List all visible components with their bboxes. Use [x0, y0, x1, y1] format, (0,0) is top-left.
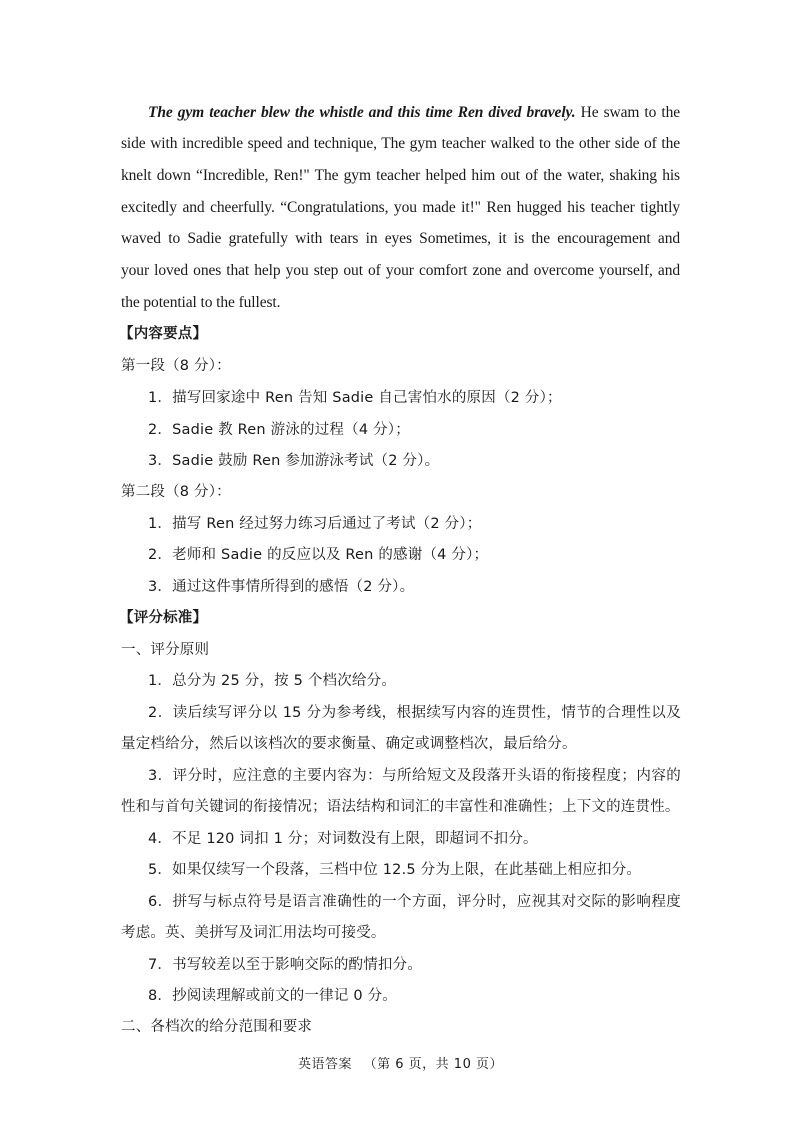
para1-item-3: 3．Sadie 鼓励 Ren 参加游泳考试（2 分）。 [148, 453, 440, 469]
essay-line-4: excitedly and cheerfully. “Congratulations, you made it!" Ren hugged his teacher tightly [121, 199, 680, 216]
para1-item-2: 2．Sadie 教 Ren 游泳的过程（4 分）； [148, 422, 410, 438]
grading-rule-2-line-2: 量定档给分，然后以该档次的要求衡量、确定或调整档次，最后给分。 [121, 736, 577, 752]
grading-rule-6-line-1: 6．拼写与标点符号是语言准确性的一个方面，评分时，应视其对交际的影响程度 [148, 894, 681, 910]
para1-item-1: 1．描写回家途中 Ren 告知 Sadie 自己害怕水的原因（2 分）； [148, 390, 562, 406]
content-points-heading: 【内容要点】 [119, 326, 208, 342]
grading-rule-7: 7．书写较差以至于影响交际的酌情扣分。 [148, 957, 423, 973]
para2-title: 第二段（8 分）： [121, 484, 231, 500]
grading-rule-2-line-1: 2．读后续写评分以 15 分为参考线，根据续写内容的连贯性，情节的合理性以及 [148, 705, 681, 721]
essay-line-5: waved to Sadie gratefully with tears in eyes Sometimes, it is the encouragement and [121, 230, 680, 247]
essay-line-6: your loved ones that help you step out of your comfort zone and overcome yourself, and [121, 262, 680, 279]
grading-rule-5: 5．如果仅续写一个段落，三档中位 12.5 分为上限，在此基础上相应扣分。 [148, 862, 642, 878]
essay-line-1 [148, 103, 680, 123]
essay-line-3: knelt down “Incredible, Ren!" The gym teacher helped him out of the water, shaking his [121, 167, 680, 184]
grading-rule-4: 4．不足 120 词扣 1 分；对词数没有上限，即超词不扣分。 [148, 831, 538, 847]
grading-rule-3-line-2: 性和与首句关键词的衔接情况；语法结构和词汇的丰富性和准确性；上下文的连贯性。 [121, 799, 680, 815]
page-footer: 英语答案 （第 6 页，共 10 页） [298, 1057, 503, 1072]
essay-line-7: the potential to the fullest. [121, 294, 281, 311]
grading-section-2-title: 二、各档次的给分范围和要求 [121, 1019, 313, 1035]
grading-rule-1: 1．总分为 25 分，按 5 个档次给分。 [148, 673, 397, 689]
essay-line-2: side with incredible speed and technique, The gym teacher walked to the other side of the [121, 135, 680, 152]
essay-line-1-rest: He swam to the [580, 104, 680, 121]
para1-title: 第一段（8 分）： [121, 358, 231, 374]
para2-item-2: 2．老师和 Sadie 的反应以及 Ren 的感谢（4 分）； [148, 547, 489, 563]
grading-rule-6-line-2: 考虑。英、美拼写及词汇用法均可接受。 [121, 925, 386, 941]
grading-rule-8: 8．抄阅读理解或前文的一律记 0 分。 [148, 988, 397, 1004]
grading-heading: 【评分标准】 [119, 610, 208, 626]
para2-item-1: 1．描写 Ren 经过努力练习后通过了考试（2 分）； [148, 516, 482, 532]
grading-section-1-title: 一、评分原则 [121, 642, 210, 658]
grading-rule-3-line-1: 3．评分时，应注意的主要内容为：与所给短文及段落开头语的衔接程度；内容的 [148, 768, 681, 784]
para2-item-3: 3．通过这件事情所得到的感悟（2 分）。 [148, 579, 415, 595]
essay-lead-sentence: The gym teacher blew the whistle and this time Ren dived bravely. [148, 104, 576, 121]
